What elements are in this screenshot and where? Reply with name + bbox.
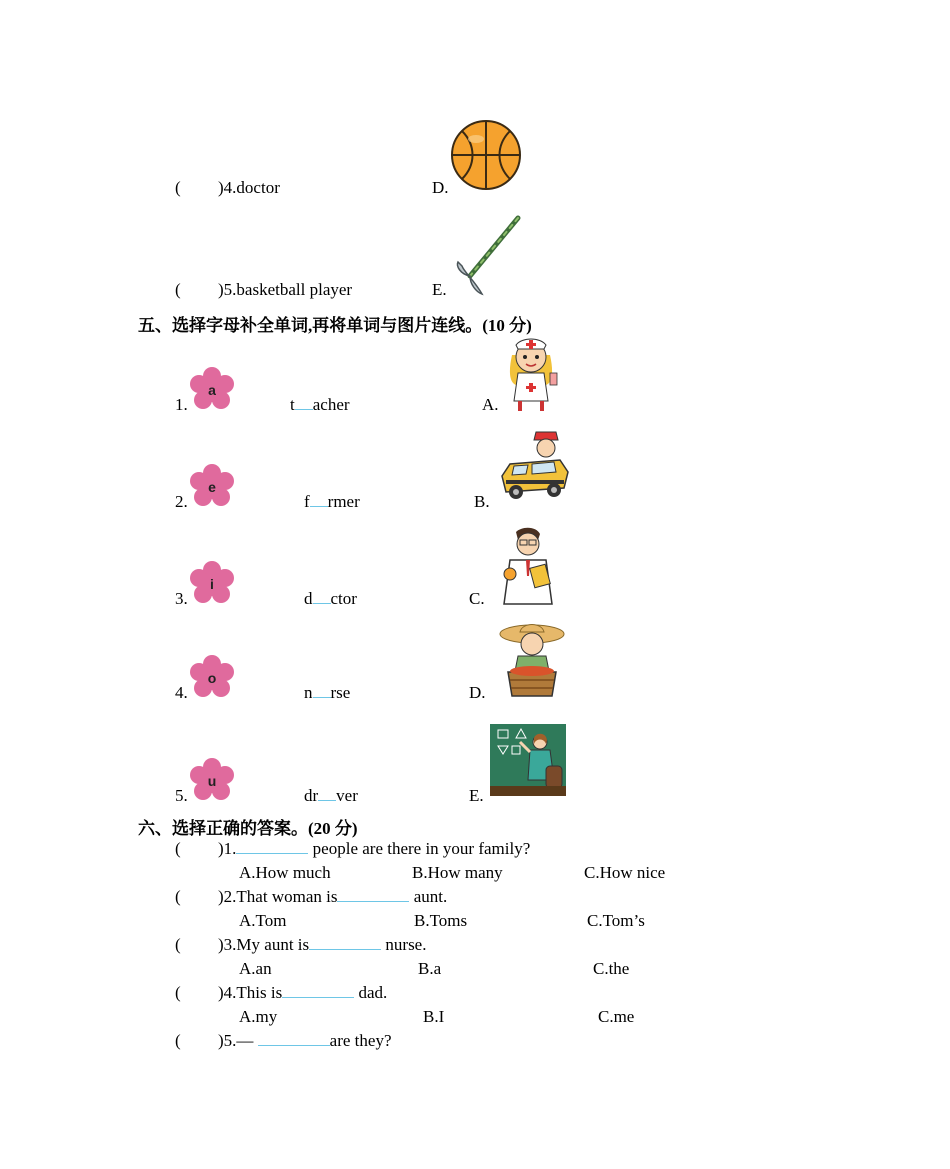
q4-option-b[interactable]: B.I xyxy=(423,1007,445,1026)
q1-paren[interactable]: ( xyxy=(175,839,181,858)
q4-option-c[interactable]: C.me xyxy=(598,1007,635,1026)
section6-heading: 六、选择正确的答案。(20 分) xyxy=(138,819,358,838)
s5-num-4: 4. xyxy=(175,683,188,702)
word-nurse: n rse xyxy=(304,683,351,702)
nurse-image xyxy=(500,333,562,413)
s4-row-5 xyxy=(175,280,181,300)
q1-option-b[interactable]: B.How many xyxy=(412,863,503,882)
farmer-image xyxy=(496,620,568,700)
s5-letter-C: C. xyxy=(469,589,485,608)
q3-text: )3.My aunt is nurse. xyxy=(218,935,427,954)
section5-heading: 五、选择字母补全单词,再将单词与图片连线。(10 分) xyxy=(138,316,532,335)
q4-paren[interactable]: ( xyxy=(175,983,181,1002)
s5-letter-D: D. xyxy=(469,683,486,702)
word-doctor: d ctor xyxy=(304,589,357,608)
q5-paren[interactable]: ( xyxy=(175,1031,181,1050)
flower-letter-u[interactable] xyxy=(188,757,236,805)
s4-item-4-letter: D. xyxy=(432,178,449,197)
answer-blank[interactable] xyxy=(236,853,308,854)
word-teacher: t acher xyxy=(290,395,350,414)
s4-item-4-text: )4.doctor xyxy=(218,178,280,197)
flower-letter-a[interactable] xyxy=(188,366,236,414)
q3-option-a[interactable]: A.an xyxy=(239,959,272,978)
letter-blank[interactable] xyxy=(295,409,313,410)
doctor-image xyxy=(496,526,566,606)
answer-paren-open[interactable]: ( xyxy=(175,280,181,299)
letter-blank[interactable] xyxy=(318,800,336,801)
svg-text:i: i xyxy=(210,576,214,592)
q1-option-c[interactable]: C.How nice xyxy=(584,863,666,882)
word-driver: dr ver xyxy=(304,786,358,805)
q4-option-a[interactable]: A.my xyxy=(239,1007,278,1026)
q2-option-b[interactable]: B.Toms xyxy=(414,911,468,930)
q2-option-a[interactable]: A.Tom xyxy=(239,911,287,930)
q3-option-b[interactable]: B.a xyxy=(418,959,442,978)
letter-blank[interactable] xyxy=(310,506,328,507)
svg-text:o: o xyxy=(207,670,217,686)
s5-num-1: 1. xyxy=(175,395,188,414)
s5-num-2: 2. xyxy=(175,492,188,511)
letter-blank[interactable] xyxy=(313,697,331,698)
q2-paren[interactable]: ( xyxy=(175,887,181,906)
word-farmer: f rmer xyxy=(304,492,360,511)
q2-option-c[interactable]: C.Tom’s xyxy=(587,911,645,930)
s4-item-5-letter: E. xyxy=(432,280,447,299)
s4-item-5-text: )5.basketball player xyxy=(218,280,353,299)
basketball-image xyxy=(450,119,522,191)
answer-blank[interactable] xyxy=(309,949,381,950)
q5-text: )5.— are they? xyxy=(218,1031,392,1050)
hoe-image xyxy=(452,214,524,296)
answer-blank[interactable] xyxy=(282,997,354,998)
flower-letter-o[interactable] xyxy=(188,654,236,702)
teacher-image xyxy=(490,724,566,796)
q3-paren[interactable]: ( xyxy=(175,935,181,954)
svg-text:u: u xyxy=(207,773,217,789)
s4-row-4 xyxy=(175,178,181,198)
letter-blank[interactable] xyxy=(313,603,331,604)
q2-text: )2.That woman is aunt. xyxy=(218,887,448,906)
answer-paren-open[interactable]: ( xyxy=(175,178,181,197)
s5-letter-E: E. xyxy=(469,786,484,805)
answer-blank[interactable] xyxy=(258,1045,330,1046)
s5-letter-A: A. xyxy=(482,395,499,414)
svg-text:e: e xyxy=(208,479,216,495)
q4-text: )4.This is dad. xyxy=(218,983,388,1002)
svg-text:a: a xyxy=(208,382,216,398)
flower-letter-e[interactable] xyxy=(188,463,236,511)
q3-option-c[interactable]: C.the xyxy=(593,959,630,978)
s5-num-5: 5. xyxy=(175,786,188,805)
answer-blank[interactable] xyxy=(337,901,409,902)
s5-num-3: 3. xyxy=(175,589,188,608)
q1-text: )1. people are there in your family? xyxy=(218,839,531,858)
driver-image xyxy=(498,430,570,508)
s5-letter-B: B. xyxy=(474,492,490,511)
q1-option-a[interactable]: A.How much xyxy=(239,863,331,882)
flower-letter-i[interactable] xyxy=(188,560,236,608)
